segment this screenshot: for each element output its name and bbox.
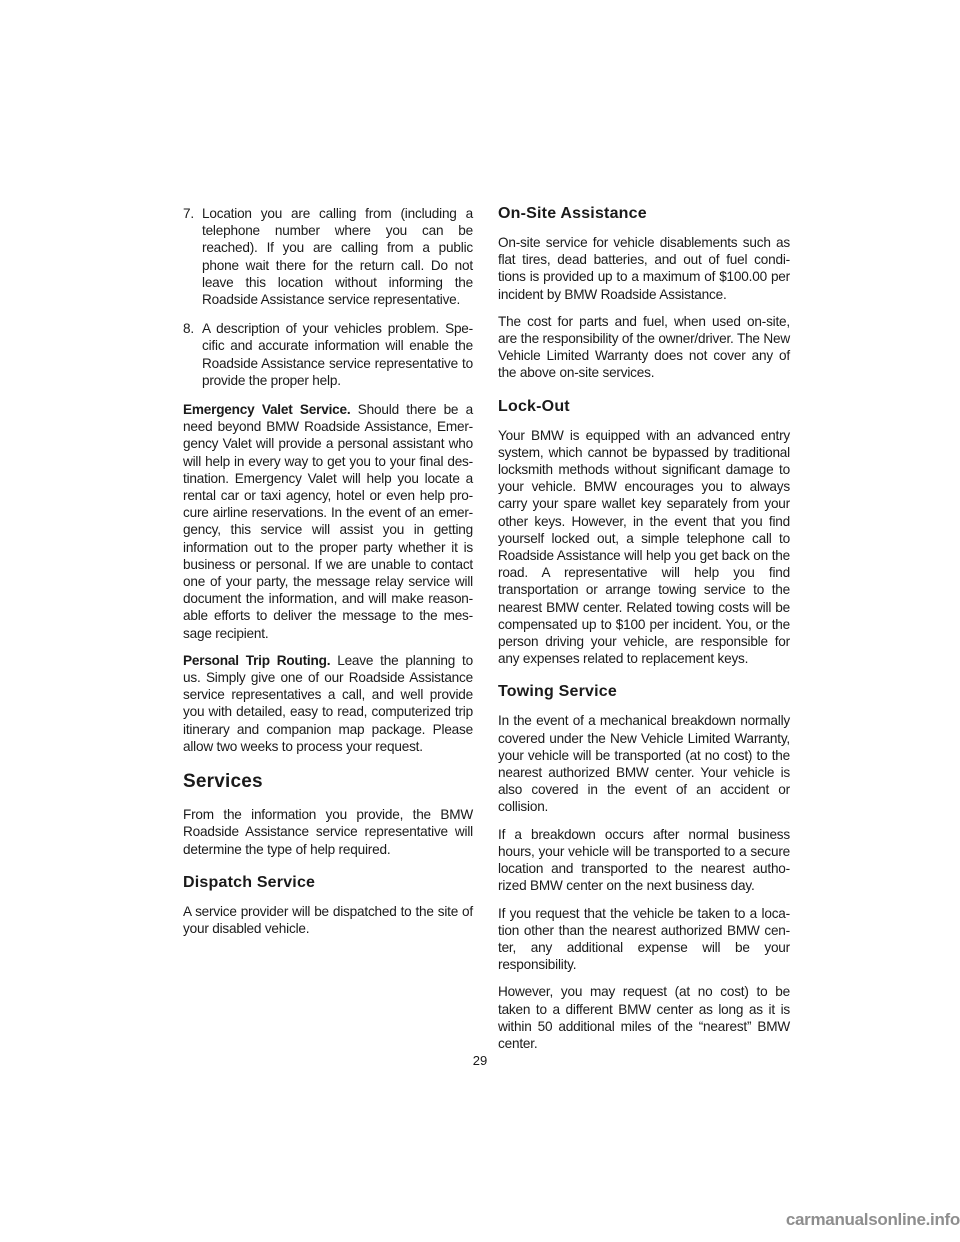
trip-routing-text: Leave the planning to us. Simply give one of our Roadside Assistance service representatives a call, and well provide you with detailed, easy to read, computerized trip itinerary and companion map package. Please allow two weeks to process your request. xyxy=(183,652,473,754)
left-column xyxy=(183,205,473,947)
list-item-number: 8. xyxy=(183,321,194,337)
services-heading: Services xyxy=(183,771,263,793)
list-item-text: A description of your vehicles problem. Spe- cific and accurate information will enable the Roadside Assistance service representative to provide the proper help. xyxy=(202,321,473,388)
lockout-heading: Lock-Out xyxy=(498,397,570,415)
trip-routing-title: Personal Trip Routing. xyxy=(183,652,331,668)
list-item xyxy=(183,320,473,389)
lockout-paragraph: Your BMW is equipped with an advanced entry system, which cannot be bypassed by traditional locksmith methods without significant damage to your vehicle. BMW encourages you to always carry your spare wallet key separately from your other keys. However, in the event that you find yourself locked out, a simple telephone call to Roadside Assistance will help you get back on the road. A representative will help you find transportation or arrange towing service to the nearest BMW center. Related towing costs will be compensated up to $100 per incident. You, or the person driving your vehicle, are responsible for any expenses related to replacement keys. xyxy=(498,427,790,667)
dispatch-service-heading: Dispatch Service xyxy=(183,873,316,891)
towing-service-heading: Towing Service xyxy=(498,683,617,701)
onsite-assistance-heading: On-Site Assistance xyxy=(498,205,647,222)
emergency-valet-text: Should there be a need beyond BMW Roadside Assistance, Emer- gency Valet will provide a personal assistant who will help in every way to get you to your final des- tination. Emergency Valet will help you locate a rental car or taxi agency, hotel or even help pro- cure airline reservations. In the event of an emer- gency, this service will assist you in getting information out to the proper party whether it is business or personal. If we are unable to contact one of your party, the message relay service will document the information, and will make reason- able efforts to deliver the message to the mes- sage recipient. xyxy=(183,402,473,641)
onsite-paragraph: The cost for parts and fuel, when used on-site, are the responsibility of the owner/driver. The New Vehicle Limited Warranty does not cover any of the above on-site services. xyxy=(498,313,790,381)
towing-paragraph: If you request that the vehicle be taken to a loca- tion other than the nearest authorized BMW cen- ter, any additional expense will be your responsibility. xyxy=(498,905,790,973)
page-number: 29 xyxy=(472,1053,488,1068)
emergency-valet-paragraph xyxy=(183,401,473,642)
onsite-paragraph: On-site service for vehicle disablements such as flat tires, dead batteries, and out of fuel condi- tions is provided up to a maximum of $100.00 per incident by BMW Roadside Assistance. xyxy=(498,235,790,302)
towing-paragraph: However, you may request (at no cost) to be taken to a different BMW center as long as it is within 50 additional miles of the “nearest” BMW center. xyxy=(498,984,790,1051)
watermark: carmanualsonline.info xyxy=(785,1210,960,1229)
emergency-valet-title: Emergency Valet Service. xyxy=(183,402,351,418)
services-paragraph: From the information you provide, the BMW Roadside Assistance service representative will determine the type of help required. xyxy=(183,807,473,857)
numbered-list xyxy=(183,205,473,389)
list-item-text: Location you are calling from (including a telephone number where you can be reached). If you are calling from a public phone wait there for the return call. Do not leave this location without informing the Roadside Assistance service representative. xyxy=(202,206,473,308)
right-column xyxy=(498,205,790,1062)
towing-paragraph: In the event of a mechanical breakdown normally covered under the New Vehicle Limited Warranty, your vehicle will be transported (at no cost) to the nearest authorized BMW center. Your vehicle is also covered in the event of an accident or collision. xyxy=(498,713,790,815)
trip-routing-paragraph xyxy=(183,652,473,755)
towing-paragraph: If a breakdown occurs after normal business hours, your vehicle will be transported to a secure location and transported to the nearest autho- rized BMW center on the next business day. xyxy=(498,826,790,894)
dispatch-service-paragraph: A service provider will be dispatched to the site of your disabled vehicle. xyxy=(183,903,473,936)
list-item-number: 7. xyxy=(183,206,194,221)
list-item xyxy=(183,205,473,308)
